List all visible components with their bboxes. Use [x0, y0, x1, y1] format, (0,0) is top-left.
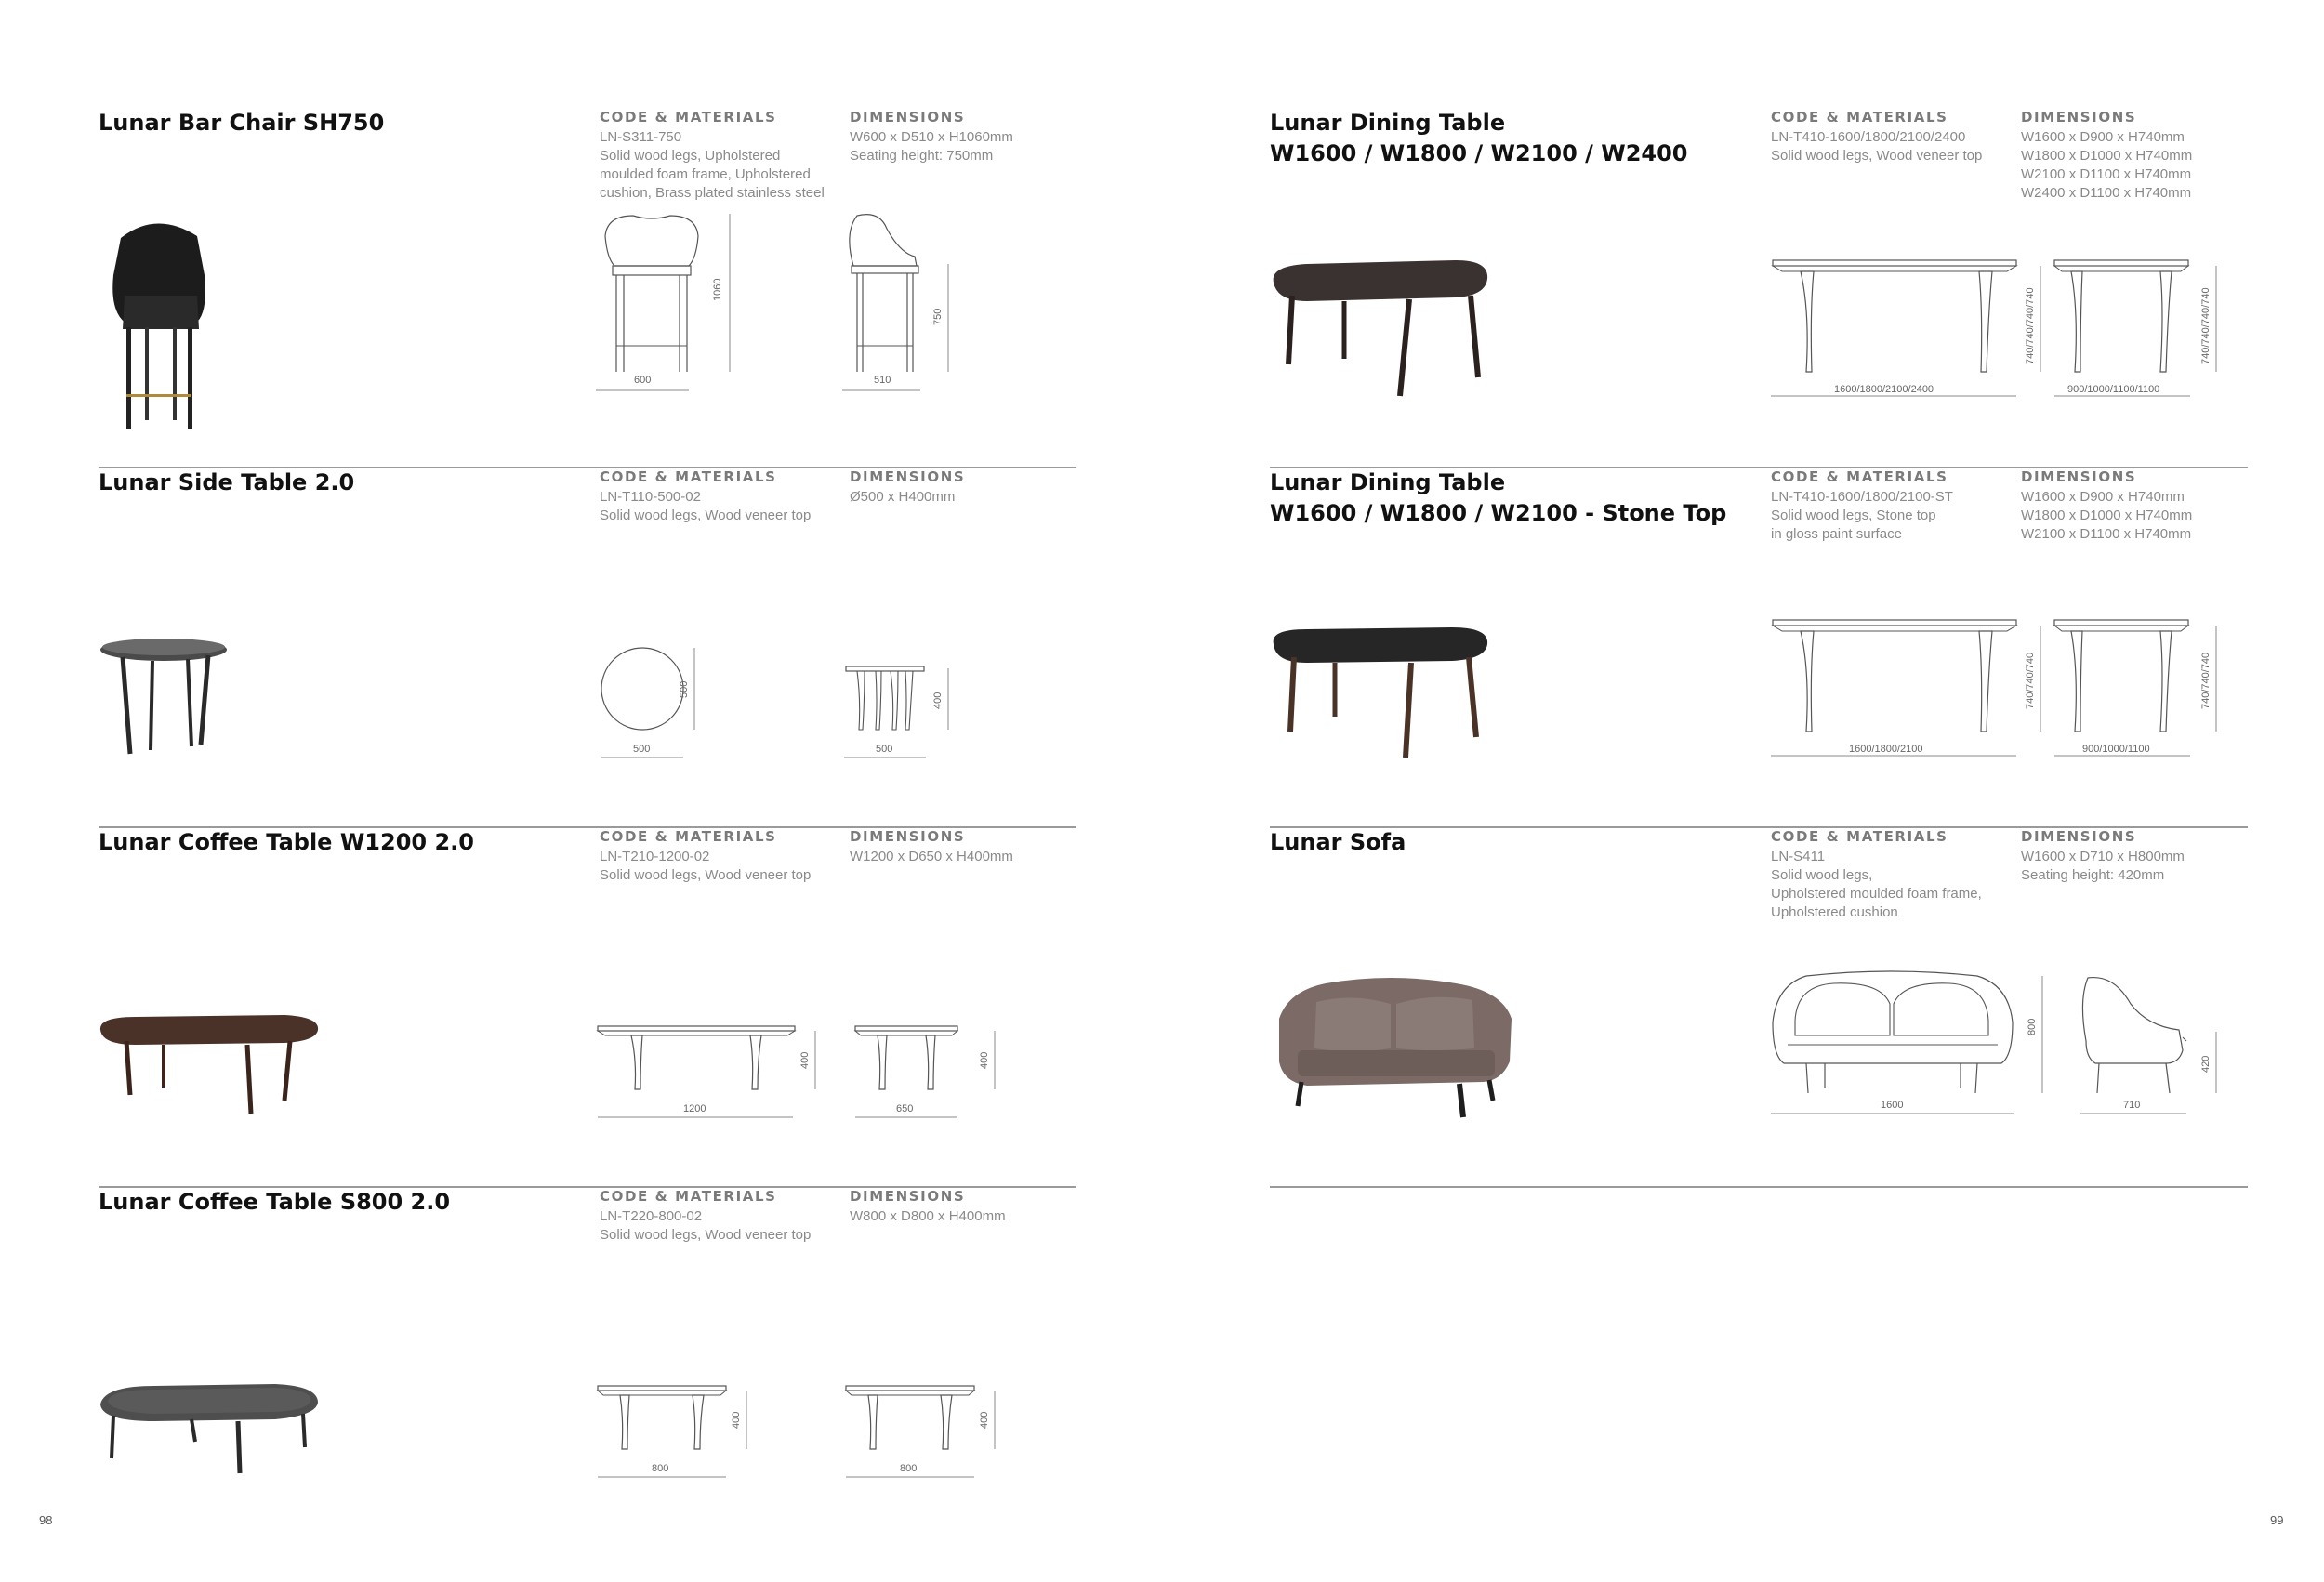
coffee-table-s800-front-drawing [596, 1382, 763, 1484]
dimension-label: 740/740/740/740 [2200, 287, 2212, 364]
dining-table-side-drawing [2051, 257, 2255, 405]
dimensions-block [850, 827, 1073, 866]
dimension-label: 710 [2123, 1100, 2141, 1111]
materials-line: LN-T110-500-02 [600, 489, 701, 505]
materials-line: LN-T410-1600/1800/2100-ST [1771, 489, 1953, 505]
dimensions-block [850, 108, 1073, 165]
dimensions-line: W2100 x D1100 x H740mm [2021, 526, 2192, 542]
dimensions-line: Seating height: 750mm [850, 148, 994, 164]
dimensions-heading: DIMENSIONS [2021, 109, 2137, 125]
materials-line: Solid wood legs, Wood veneer top [600, 508, 812, 523]
dining-table-stone-front-drawing [1769, 616, 2048, 765]
code-materials-heading: CODE & MATERIALS [1771, 109, 1948, 125]
code-materials-heading: CODE & MATERIALS [1771, 468, 1948, 485]
materials-line: Solid wood legs, Wood veneer top [600, 867, 812, 883]
dimension-label: 400 [799, 1051, 811, 1069]
dimensions-line: W1600 x D900 x H740mm [2021, 129, 2185, 145]
dimension-label: 1600/1800/2100/2400 [1834, 384, 1934, 395]
product-title: Lunar Coffee Table S800 2.0 [99, 1189, 451, 1215]
materials-line: Solid wood legs, [1771, 867, 1873, 883]
materials-line: Solid wood legs, Wood veneer top [600, 1227, 812, 1243]
coffee-table-w1200-front-drawing [596, 1022, 847, 1125]
product-title: Lunar Dining Table W1600 / W1800 / W2100 - Stone Top [1270, 469, 1727, 526]
dimension-label: 600 [634, 375, 652, 386]
materials-line: LN-T220-800-02 [600, 1208, 703, 1224]
bar-chair-side-drawing [842, 208, 963, 400]
dimension-label: 740/740/740 [2200, 652, 2212, 709]
dimensions-line: Ø500 x H400mm [850, 489, 956, 505]
product-title: Lunar Sofa [1270, 829, 1406, 855]
materials-line: Upholstered cushion [1771, 904, 1898, 920]
dimensions-line: W1600 x D710 x H800mm [2021, 849, 2185, 864]
dimension-label: 1600 [1881, 1100, 1904, 1111]
dimension-label: 800 [652, 1463, 669, 1474]
product-section-coffee-table-s800 [99, 1187, 1076, 1494]
code-materials-block [600, 827, 841, 885]
dimension-label: 650 [896, 1103, 914, 1114]
materials-line: cushion, Brass plated stainless steel [600, 185, 825, 201]
dimensions-heading: DIMENSIONS [2021, 468, 2137, 485]
code-materials-block [1771, 827, 2013, 922]
code-materials-block [600, 468, 841, 525]
dimensions-line: W2100 x D1100 x H740mm [2021, 166, 2192, 182]
dimension-label: 510 [874, 375, 891, 386]
dining-table-stone-photo [1270, 624, 1493, 763]
dimensions-line: W1800 x D1000 x H740mm [2021, 148, 2193, 164]
dimension-label: 400 [979, 1411, 990, 1429]
dining-table-stone-side-drawing [2051, 616, 2255, 765]
code-materials-heading: CODE & MATERIALS [600, 828, 777, 845]
section-divider [1270, 1186, 2248, 1188]
dimensions-block [2021, 827, 2244, 885]
materials-line: LN-T410-1600/1800/2100/2400 [1771, 129, 1966, 145]
dimension-label: 900/1000/1100 [2082, 744, 2150, 755]
page-number-left: 98 [39, 1513, 53, 1527]
materials-line: in gloss paint surface [1771, 526, 1902, 542]
materials-line: Solid wood legs, Wood veneer top [1771, 148, 1983, 164]
dimensions-line: W800 x D800 x H400mm [850, 1208, 1006, 1224]
dimension-label: 420 [2200, 1055, 2212, 1073]
code-materials-heading: CODE & MATERIALS [600, 468, 777, 485]
materials-line: LN-T210-1200-02 [600, 849, 710, 864]
dimensions-heading: DIMENSIONS [850, 109, 966, 125]
page-number-right: 99 [2270, 1513, 2284, 1527]
code-materials-block [1771, 108, 2013, 165]
code-materials-heading: CODE & MATERIALS [600, 109, 777, 125]
coffee-table-s800-side-drawing [844, 1382, 1011, 1484]
dimensions-heading: DIMENSIONS [850, 468, 966, 485]
dimension-label: 500 [633, 744, 651, 755]
product-title: Lunar Dining Table W1600 / W1800 / W2100 / W2400 [1270, 110, 1688, 166]
code-materials-block [1771, 468, 2013, 544]
dimensions-line: W1800 x D1000 x H740mm [2021, 508, 2193, 523]
materials-line: Solid wood legs, Stone top [1771, 508, 1936, 523]
side-table-top-drawing [596, 644, 735, 765]
dimensions-block [2021, 468, 2244, 544]
sofa-side-drawing [2077, 967, 2235, 1125]
dimensions-line: Seating height: 420mm [2021, 867, 2165, 883]
code-materials-heading: CODE & MATERIALS [600, 1188, 777, 1205]
product-section-dining-table [1270, 108, 2248, 468]
product-title: Lunar Coffee Table W1200 2.0 [99, 829, 474, 855]
dimension-label: 400 [979, 1051, 990, 1069]
dimension-label: 1600/1800/2100 [1849, 744, 1923, 755]
dimension-label: 740/740/740/740 [2025, 287, 2036, 364]
bar-chair-photo [99, 210, 219, 508]
dimension-label: 1060 [712, 278, 723, 301]
side-table-photo [99, 635, 238, 765]
sofa-front-drawing [1769, 967, 2067, 1125]
dimension-label: 800 [900, 1463, 918, 1474]
materials-line: LN-S311-750 [600, 129, 682, 145]
materials-line: Solid wood legs, Upholstered [600, 148, 781, 164]
dimensions-line: W600 x D510 x H1060mm [850, 129, 1013, 145]
dimension-label: 800 [2027, 1018, 2038, 1035]
dimension-label: 400 [932, 692, 944, 709]
product-section-side-table [99, 468, 1076, 828]
product-section-coffee-table-w1200 [99, 827, 1076, 1188]
dining-table-front-drawing [1769, 257, 2048, 405]
side-table-side-drawing [844, 663, 965, 765]
dimension-label: 500 [679, 680, 690, 698]
materials-line: LN-S411 [1771, 849, 1826, 864]
bar-chair-front-drawing [596, 208, 745, 400]
product-title: Lunar Side Table 2.0 [99, 469, 355, 495]
code-materials-block [600, 108, 841, 203]
product-title: Lunar Bar Chair SH750 [99, 110, 385, 136]
dimensions-line: W1600 x D900 x H740mm [2021, 489, 2185, 505]
dimensions-line: W2400 x D1100 x H740mm [2021, 185, 2192, 201]
dimensions-block [2021, 108, 2244, 203]
product-section-bar-chair [99, 108, 1076, 468]
dimensions-heading: DIMENSIONS [850, 1188, 966, 1205]
coffee-table-s800-photo [99, 1382, 322, 1484]
code-materials-block [600, 1187, 841, 1245]
dimensions-line: W1200 x D650 x H400mm [850, 849, 1013, 864]
dimension-label: 400 [731, 1411, 742, 1429]
dimensions-heading: DIMENSIONS [2021, 828, 2137, 845]
dimensions-block [850, 1187, 1073, 1226]
dimension-label: 740/740/740 [2025, 652, 2036, 709]
dimensions-heading: DIMENSIONS [850, 828, 966, 845]
materials-line: moulded foam frame, Upholstered [600, 166, 811, 182]
dimension-label: 900/1000/1100/1100 [2067, 384, 2160, 395]
product-section-dining-table-stone [1270, 468, 2248, 828]
dimension-label: 750 [932, 308, 944, 325]
code-materials-heading: CODE & MATERIALS [1771, 828, 1948, 845]
materials-line: Upholstered moulded foam frame, [1771, 886, 1982, 902]
dining-table-photo [1270, 255, 1493, 403]
sofa-photo [1270, 972, 1521, 1125]
dimensions-block [850, 468, 1073, 507]
coffee-table-w1200-side-drawing [853, 1022, 1002, 1125]
dimension-label: 500 [876, 744, 893, 755]
coffee-table-w1200-photo [99, 1013, 322, 1125]
dimension-label: 1200 [683, 1103, 706, 1114]
product-section-sofa [1270, 827, 2248, 1188]
